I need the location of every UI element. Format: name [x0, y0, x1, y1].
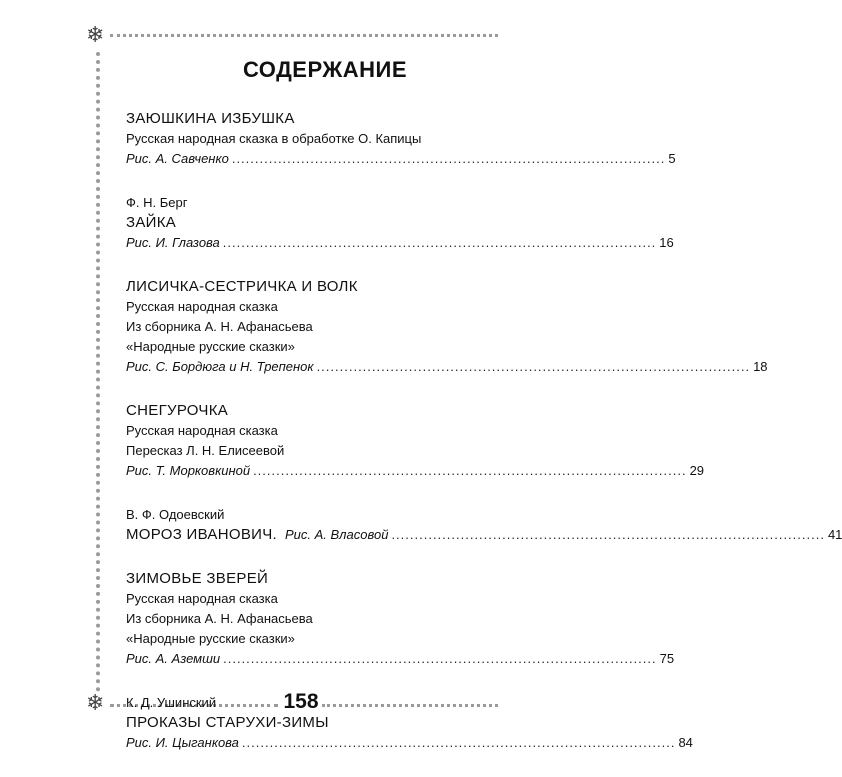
- entry-illustrator: Рис. А. Власовой: [284, 527, 389, 542]
- entry-page: 84: [678, 735, 693, 750]
- entry-page: 18: [753, 359, 768, 374]
- page-number: 158: [283, 690, 319, 713]
- entry-author: К. Д. Ушинский: [126, 695, 217, 710]
- toc-entry: [126, 505, 842, 545]
- entry-illustrator: Рис. С. Бордюга и Н. Трепенок: [126, 359, 314, 374]
- entry-leader: [126, 357, 768, 377]
- entry-note: Из сборника А. Н. Афанасьева: [126, 611, 313, 626]
- entry-heading: СНЕГУРОЧКА: [126, 402, 229, 419]
- entry-leader: [126, 649, 675, 669]
- entry-note: «Народные русские сказки»: [126, 339, 295, 354]
- table-of-contents: [126, 109, 842, 777]
- dot-leader: ..............................................................................................: [391, 527, 825, 542]
- entry-author: В. Ф. Одоевский: [126, 507, 225, 522]
- toc-entry: [126, 109, 676, 169]
- dot-leader: ..............................................................................................: [231, 151, 666, 166]
- entry-heading: ЗАЮШКИНА ИЗБУШКА: [126, 110, 295, 127]
- entry-author: Ф. Н. Берг: [126, 195, 188, 210]
- entry-heading: ПРОКАЗЫ СТАРУХИ-ЗИМЫ: [126, 714, 329, 731]
- entry-page: 41: [827, 527, 842, 542]
- page-title: СОДЕРЖАНИЕ: [242, 57, 408, 82]
- toc-entry: [126, 569, 675, 669]
- entry-note: Русская народная сказка в обработке О. Капицы: [126, 131, 422, 146]
- dot-leader: ..............................................................................................: [222, 235, 657, 250]
- dot-leader: ..............................................................................................: [223, 651, 657, 666]
- entry-heading: ЛИСИЧКА-СЕСТРИЧКА И ВОЛК: [126, 278, 358, 295]
- entry-note: «Народные русские сказки»: [126, 631, 295, 646]
- entry-page: 16: [659, 235, 674, 250]
- entry-illustrator: Рис. Т. Морковкиной: [126, 463, 251, 478]
- entry-leader: [126, 149, 676, 169]
- entry-illustrator: Рис. И. Цыганкова: [126, 735, 239, 750]
- entry-leader: [126, 525, 842, 545]
- entry-note: Русская народная сказка: [126, 591, 278, 606]
- entry-page: 29: [689, 463, 705, 478]
- toc-entry: [126, 401, 705, 481]
- entry-page: 75: [659, 651, 675, 666]
- entry-note: Русская народная сказка: [126, 299, 278, 314]
- dot-leader: ..............................................................................................: [253, 463, 687, 478]
- dot-leader: ..............................................................................................: [316, 359, 751, 374]
- snowflake-icon: ❄: [86, 23, 105, 48]
- entry-illustrator: Рис. И. Глазова: [126, 235, 220, 250]
- toc-entry: [126, 277, 768, 377]
- border-top: [110, 34, 498, 37]
- entry-page: 5: [668, 151, 676, 166]
- snowflake-icon: ❄: [86, 691, 105, 716]
- entry-heading: ЗИМОВЬЕ ЗВЕРЕЙ: [126, 570, 269, 587]
- entry-leader: [126, 461, 705, 481]
- dot-leader: ..............................................................................................: [241, 735, 676, 750]
- border-left: [96, 52, 100, 692]
- entry-heading: ЗАЙКА: [126, 214, 177, 231]
- entry-leader: [126, 233, 674, 253]
- entry-note: Русская народная сказка: [126, 423, 278, 438]
- toc-entry: [126, 193, 674, 253]
- entry-leader: [126, 733, 693, 753]
- entry-illustrator: Рис. А. Савченко: [126, 151, 229, 166]
- entry-note: Пересказ Л. Н. Елисеевой: [126, 443, 285, 458]
- entry-illustrator: Рис. А. Аземши: [126, 651, 221, 666]
- entry-heading: МОРОЗ ИВАНОВИЧ.: [126, 526, 277, 543]
- entry-note: Из сборника А. Н. Афанасьева: [126, 319, 313, 334]
